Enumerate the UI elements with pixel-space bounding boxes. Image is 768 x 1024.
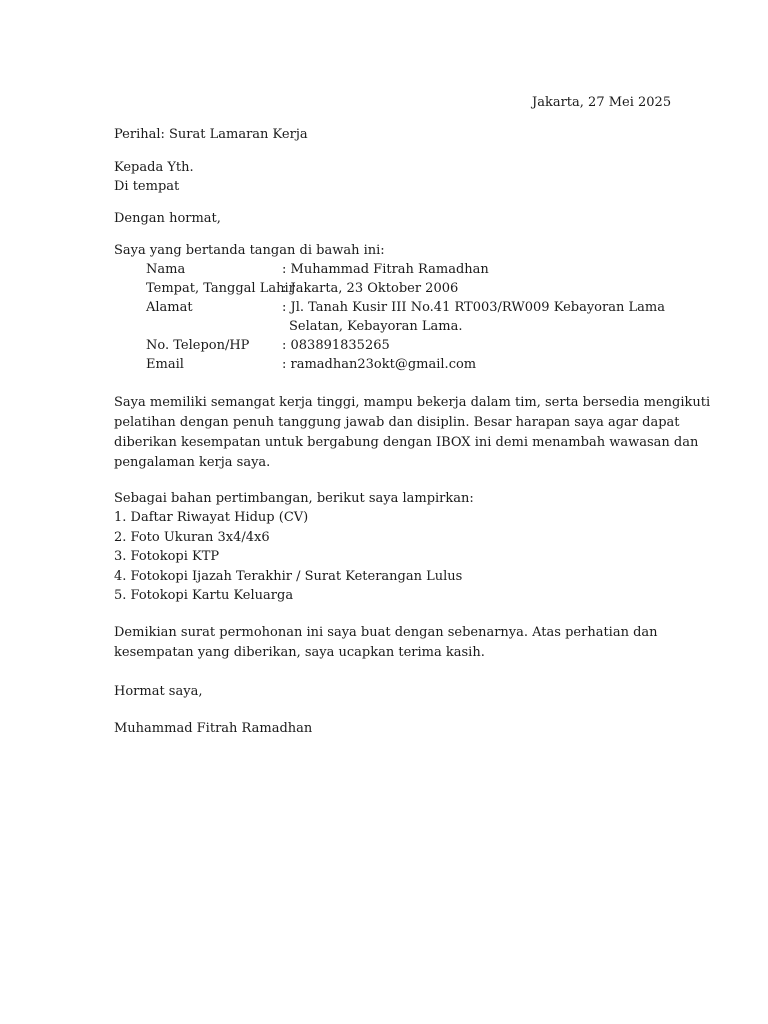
- paragraph-motivation: [114, 393, 711, 473]
- field-value-email: : ramadhan23okt@gmail.com: [282, 357, 477, 372]
- paragraph-line: kesempatan yang diberikan, saya ucapkan terima kasih.: [114, 645, 485, 660]
- paragraph-closing-statement: [114, 623, 658, 663]
- field-label-nama: Nama: [146, 262, 186, 277]
- field-label-ttl: Tempat, Tanggal Lahir: [146, 281, 295, 296]
- paragraph-line: pelatihan dengan penuh tanggung jawab dan disiplin. Besar harapan saya agar dapat: [114, 415, 680, 430]
- letter-subject: Perihal: Surat Lamaran Kerja: [114, 127, 308, 142]
- list-item: 3. Fotokopi KTP: [114, 549, 220, 564]
- paragraph-line: diberikan kesempatan untuk bergabung dengan IBOX ini demi menambah wawasan dan: [114, 435, 699, 450]
- signature-name: Muhammad Fitrah Ramadhan: [114, 721, 313, 736]
- list-item: 5. Fotokopi Kartu Keluarga: [114, 588, 294, 603]
- recipient-line-1: Kepada Yth.: [114, 160, 194, 175]
- greeting: Dengan hormat,: [114, 211, 221, 226]
- paragraph-line: pengalaman kerja saya.: [114, 455, 271, 470]
- field-value-ttl: : Jakarta, 23 Oktober 2006: [282, 281, 459, 296]
- closing-salutation: Hormat saya,: [114, 684, 203, 699]
- paragraph-line: Demikian surat permohonan ini saya buat dengan sebenarnya. Atas perhatian dan: [114, 625, 658, 640]
- field-value-alamat-line-1: : Jl. Tanah Kusir III No.41 RT003/RW009 Kebayoran Lama: [282, 300, 665, 315]
- field-value-alamat-line-2: Selatan, Kebayoran Lama.: [289, 319, 463, 334]
- paragraph-line: Saya memiliki semangat kerja tinggi, mampu bekerja dalam tim, serta bersedia mengikuti: [114, 395, 711, 410]
- field-value-nama: : Muhammad Fitrah Ramadhan: [282, 262, 489, 277]
- list-item: 4. Fotokopi Ijazah Terakhir / Surat Keterangan Lulus: [114, 568, 463, 584]
- recipient-line-2: Di tempat: [114, 179, 180, 194]
- letter-date: Jakarta, 27 Mei 2025: [532, 95, 672, 110]
- field-value-telepon: : 083891835265: [282, 338, 390, 353]
- field-label-telepon: No. Telepon/HP: [146, 338, 250, 353]
- list-item: 1. Daftar Riwayat Hidup (CV): [114, 510, 309, 525]
- field-label-email: Email: [146, 357, 184, 372]
- attachments-intro: Sebagai bahan pertimbangan, berikut saya lampirkan:: [114, 491, 474, 506]
- field-label-alamat: Alamat: [146, 300, 193, 315]
- attachments-list: [114, 508, 462, 606]
- list-item: 2. Foto Ukuran 3x4/4x6: [114, 529, 270, 545]
- intro-sentence: Saya yang bertanda tangan di bawah ini:: [114, 243, 385, 258]
